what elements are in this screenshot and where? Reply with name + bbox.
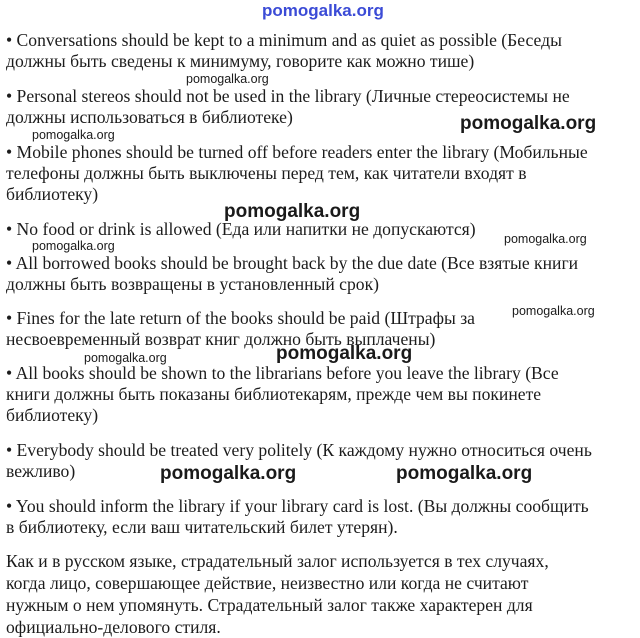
paragraph-line: нужным о нем упомянуть. Страдательный залог также характерен для (6, 595, 533, 615)
text-line: книги должны быть показаны библиотекарям, прежде чем вы покинете (6, 384, 542, 404)
text-line: • Everybody should be treated very politely (К каждому нужно относиться очень (6, 440, 592, 460)
watermark: pomogalka.org (32, 128, 115, 142)
watermark: pomogalka.org (160, 463, 297, 484)
watermark: pomogalka.org (84, 351, 167, 365)
watermark: pomogalka.org (276, 343, 413, 364)
watermark: pomogalka.org (512, 304, 595, 318)
site-watermark-top: pomogalka.org (262, 1, 384, 20)
watermark: pomogalka.org (186, 72, 269, 86)
watermark: pomogalka.org (504, 232, 587, 246)
text-line: • No food or drink is allowed (Еда или напитки не допускаются) (6, 219, 476, 239)
text-line: в библиотеку, если ваш читательский билет утерян). (6, 517, 398, 537)
text-line: несвоевременный возврат книг должно быть выплачены) (6, 329, 436, 349)
text-line: • Personal stereos should not be used in the library (Личные стереосистемы не (6, 86, 570, 106)
text-line: • All borrowed books should be brought back by the due date (Все взятые книги (6, 253, 579, 273)
paragraph-line: когда лицо, совершающее действие, неизвестно или когда не считают (6, 573, 529, 593)
watermark: pomogalka.org (224, 201, 361, 222)
text-line: телефоны должны быть выключены перед тем, как читатели входят в (6, 163, 527, 183)
text-line: должны использоваться в библиотеке) (6, 107, 293, 127)
text-line: вежливо) (6, 461, 76, 481)
watermark: pomogalka.org (32, 239, 115, 253)
text-line: • All books should be shown to the librarians before you leave the library (Все (6, 363, 559, 383)
text-line: • Conversations should be kept to a minimum and as quiet as possible (Беседы (6, 30, 562, 50)
text-line: должны быть сведены к минимуму, говорите как можно тише) (6, 51, 475, 71)
paragraph-line: официально-делового стиля. (6, 617, 221, 637)
text-line: • You should inform the library if your library card is lost. (Вы должны сообщить (6, 496, 589, 516)
text-line: библиотеку) (6, 184, 99, 204)
paragraph-line: Как и в русском языке, страдательный залог используется в тех случаях, (6, 551, 549, 571)
watermark: pomogalka.org (396, 463, 533, 484)
text-line: • Fines for the late return of the books should be paid (Штрафы за (6, 308, 475, 328)
text-line: библиотеку) (6, 405, 99, 425)
watermark: pomogalka.org (460, 113, 597, 134)
text-line: • Mobile phones should be turned off before readers enter the library (Мобильные (6, 142, 588, 162)
text-line: должны быть возвращены в установленный срок) (6, 274, 379, 294)
